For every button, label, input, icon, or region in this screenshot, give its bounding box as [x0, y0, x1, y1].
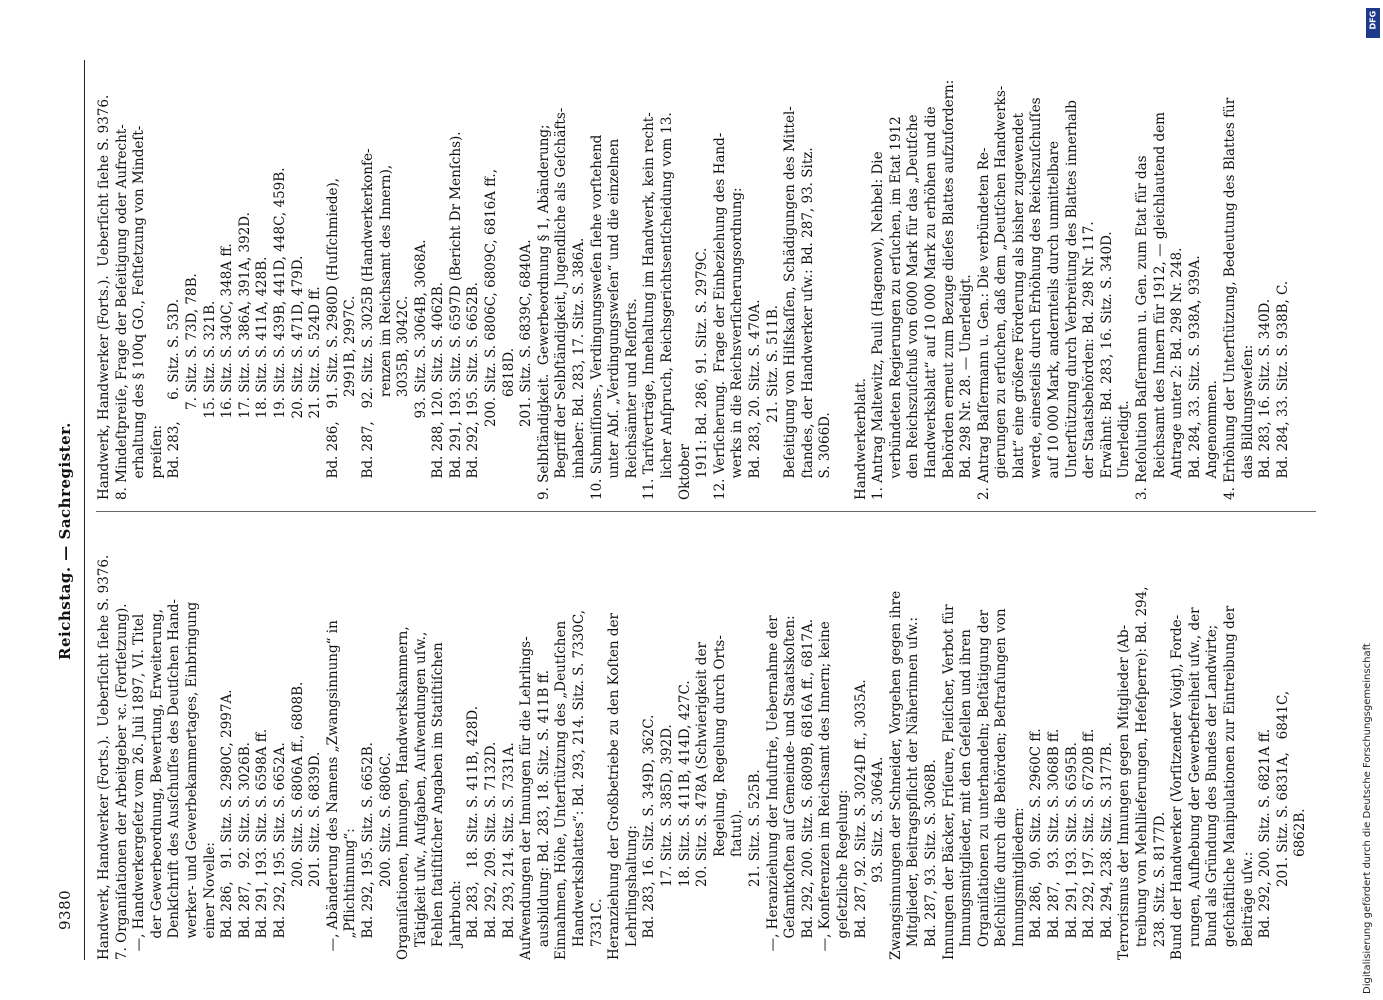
- right-column: Handwerk, Handwerker (Forts.). Ueberſicht ſiehe S. 9376. 8. Mindeſtpreiſe, Frage der Beſeitigung oder Aufrecht- erhaltung des § 100q GO., Feſtſetzung von Mindeſt- preiſen: Bd. 283, 6. Sitz. S. 53D. 7. Sitz. S. 73D, 78B. 15. Sitz. S. 321B. 16. Sitz. S. 340C, 348A ff. 17. Sitz. S. 386A, 391A, 392D. 18. Sitz. S. 411A, 428B. 19. Sitz. S. 439B, 441D, 448C, 459B. 20. Sitz. S. 471D, 479D. 21. Sitz. S. 524D ff. Bd. 286, 91. Sitz. S. 2980D (Huſſchmiede), 2991B, 2997C. Bd. 287, 92. Sitz. S. 3025B (Handwerkerkonfe- renzen im Reichsamt des Innern), 3035B, 3042C. 93. Sitz. S. 3064B, 3068A. Bd. 288, 120. Sitz. S. 4062B. Bd. 291, 193. Sitz. S. 6597D (Bericht Dr Menſchs). Bd. 292, 195. Sitz. S. 6652B. 200. Sitz. S. 6806C, 6809C, 6816A ff., 6818D. 201. Sitz. S. 6839C, 6840A. 9. Selbſtändigkeit. Gewerbeordnung § 1, Abänderung; Begriff der Selbſtändigkeit, Jugendliche als Geſchäfts- inhaber: Bd. 283, 17. Sitz. S. 386A. 10. Submiſſions-, Verdingungsweſen ſiehe vorſtehend unter Abſ. „Verdingungsweſen“ und die einzelnen Reichsämter und Reſſorts. 11. Tarifverträge, Innehaltung im Handwerk, kein recht- licher Anſpruch, Reichsgerichtsentſcheidung vom 13. Oktober 1911: Bd. 286, 91. Sitz. S. 2979C. 12. Verſicherung. Frage der Einbeziehung des Hand- werks in die Reichsverſicherungsordnung: Bd. 283, 20. Sitz. S. 470A. 21. Sitz. S. 511B. Beſeitigung von Hilfskaſſen, Schädigungen des Mittel- ſtandes, der Handwerker uſw.: Bd. 287, 93. Sitz. S. 3066D. Handwerkerblatt. 1. Antrag Maltewitz, Pauli (Hagenow), Nehbel: Die verbündeten Regierungen zu erſuchen, im Etat 1912 den Reichszuſchuß von 6000 Mark für das „Deutſche Handwerksblatt“ auf 10 000 Mark zu erhöhen und die Behörden erneut zum Bezuge dieſes Blattes aufzufordern: Bd. 298 Nr. 28. — Unerledigt. 2. Antrag Baſſermann u. Gen.: Die verbündeten Re- gierungen zu erſuchen, daß dem „Deutſchen Handwerks- blatt“ eine größere Förderung als bisher zugewendet werde, einesteils durch Erhöhung des Reichszuſchuſſes auf 10 000 Mark, andernteils durch unmittelbare Unterſtützung durch Verbreitung des Blattes innerhalb der Staatsbehörden: Bd. 298 Nr. 117. Erwähnt: Bd. 283, 16. Sitz. S. 340D. Unerledigt. 3. Reſolution Baſſermann u. Gen. zum Etat für das Reichsamt des Innern für 1912, — gleichlautend dem Antrage unter 2: Bd. 298 Nr. 248. Bd. 284, 33. Sitz. S. 938A, 939A. Angenommen. 4. Erhöhung der Unterſtützung, Bedeutung des Blattes für das Bildungsweſen: Bd. 283, 16. Sitz. S. 340D. Bd. 284, 33. Sitz. S. 938B, C.: [96, 79, 1291, 500]
- dfg-logo: [1366, 8, 1380, 38]
- dfg-logo-text: DFG: [1368, 10, 1378, 30]
- digitization-credit: Digitalisierung gefördert durch die Deutsche Forschungsgemeinschaft: [1362, 643, 1373, 994]
- page-header: [50, 60, 86, 960]
- left-column: Handwerk, Handwerker (Forts.). Ueberſicht ſiehe S. 9376. 7. Organiſationen der Arbeitgeber ꝛc. (Fortſetzung). —, Handwerkergeſetz vom 26. Juli 1897, VI. Titel der Gewerbeordnung, Bewertung, Erweiterung, Denkſchrift des Ausſchuſſes des Deutſchen Hand- werker- und Gewerbekammertages, Einbringung einer Novelle: Bd. 286, 91. Sitz. S. 2980C, 2997A. Bd. 287, 92. Sitz. S. 3026B. Bd. 291, 193. Sitz. S. 6598A ff. Bd. 292, 195. Sitz. S. 6652A. 200. Sitz. S. 6806A ff., 6808B. 201. Sitz. S. 6839D. —, Abänderung des Namens „Zwangsinnung“ in „Pflichtinnung“: Bd. 292, 195. Sitz. S. 6652B. 200. Sitz. S. 6806C. Organiſationen, Innungen, Handwerkskammern, Tätigkeit uſw., Aufgaben, Aufwendungen uſw., Fehlen ſtatiſtiſcher Angaben im Statiſtiſchen Jahrbuch: Bd. 283, 18. Sitz. S. 411B, 428D. Bd. 292, 209. Sitz. S. 7132D. Bd. 293, 214. Sitz. S. 7331A. Aufwendungen der Innungen für die Lehrlings- ausbildung: Bd. 283, 18. Sitz. S. 411B ff. Einnahmen, Höhe, Unterſtützung des „Deutſchen Handwerksblattes“: Bd. 293, 214. Sitz. S. 7330C, 7331C. Heranziehung der Großbetriebe zu den Koſten der Lehrlingshaltung: Bd. 283, 16. Sitz. S. 349D, 362C. 17. Sitz. S. 385D, 392D. 18. Sitz. S. 411B, 414D, 427C. 20. Sitz. S. 478A (Schwierigkeit der Regelung, Regelung durch Orts- ſtatut). 21. Sitz. S. 525B. —, Heranziehung der Induſtrie, Uebernahme der Geſamtkoſten auf Gemeinde- und Staatskoſten: Bd. 292, 200. Sitz. S. 6809B, 6816A ff., 6817A. —, Konferenzen im Reichsamt des Innern; keine geſetzliche Regelung: Bd. 287, 92. Sitz. S. 3024D ff., 3035A. 93. Sitz. S. 3064A. Zwangsinnungen der Schneider, Vorgehen gegen ihre Mitglieder, Beitragspflicht der Näherinnen uſw.: Bd. 287, 93. Sitz. S. 3068B. Innungen der Bäcker, Friſeure, Fleiſcher, Verbot für Innungsmitglieder, mit den Geſellen und ihren Organiſationen zu unterhandeln; Beſtätigung der Beſchlüſſe durch die Behörden; Beſtrafungen von Innungsmitgliedern: Bd. 286, 90. Sitz. S. 2960C ff. Bd. 287, 93. Sitz. S. 3068B ff. Bd. 291, 193. Sitz. S. 6595B. Bd. 292, 197. Sitz. S. 6720B ff. Bd. 294, 238. Sitz. S. 3177B. Terrorismus der Innungen gegen Mitglieder (Ab- treibung von Mehllieferungen, Hefeſperre): Bd. 294, 238. Sitz. S. 8177D. Bund der Handwerker (Vorſitzender Voigt), Forde- rungen, Aufhebung der Gewerbefreiheit uſw., der Bund als Gründung des Bundes der Landwirte; geſchäftliche Manipulationen zur Eintreibung der Beiträge uſw.: Bd. 292, 200. Sitz. S. 6821A ff. 201. Sitz. S. 6831A, 6841C, 6862B.: [96, 554, 1309, 960]
- column-divider: [96, 511, 1316, 512]
- page-number: 9380: [56, 889, 74, 930]
- running-title: Reichstag. — Sachregister.: [56, 422, 74, 660]
- header-rule: [84, 60, 85, 960]
- digitization-credit-strip: [1355, 6, 1381, 994]
- rotated-page-content: [50, 40, 1350, 960]
